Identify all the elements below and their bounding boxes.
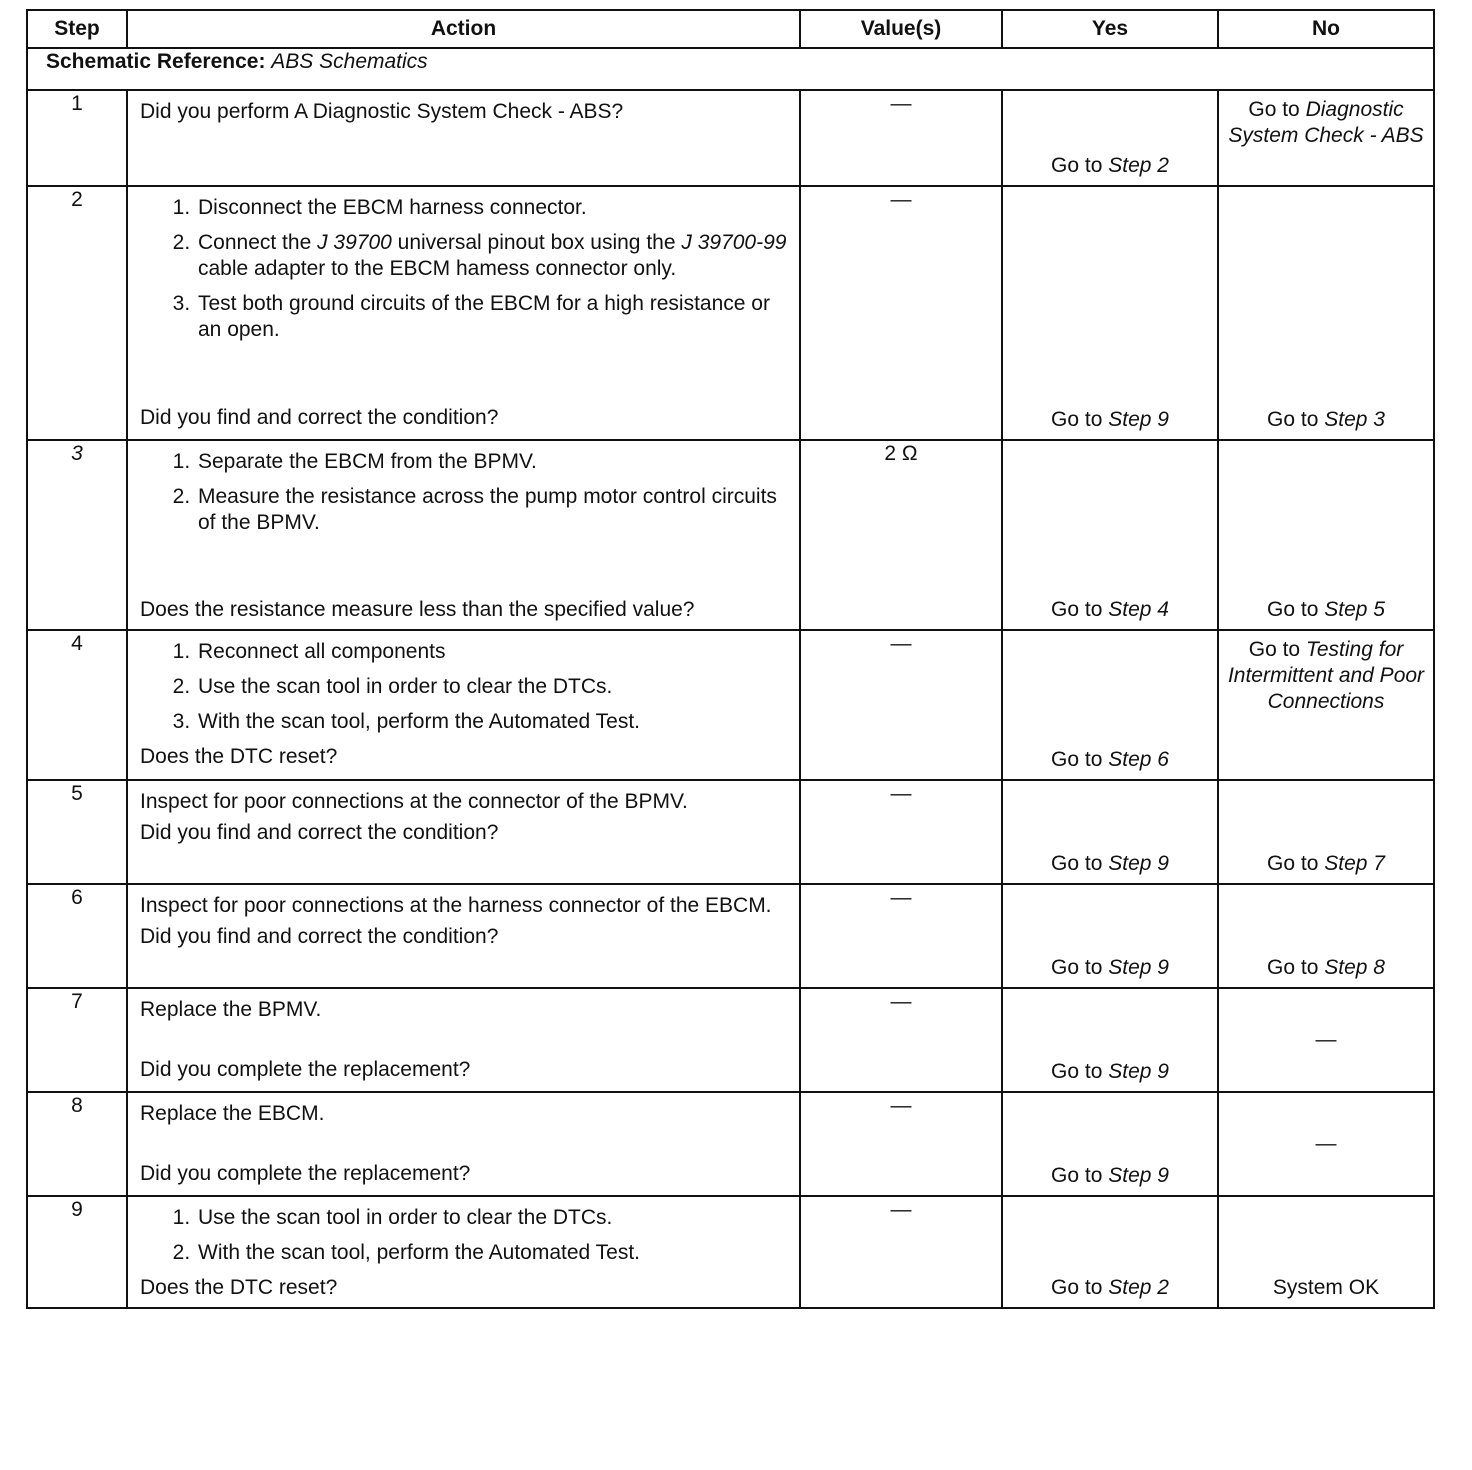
yes-cell xyxy=(1002,780,1218,884)
action-text: Inspect for poor connections at the harness connector of the EBCM. xyxy=(140,894,772,917)
header-row xyxy=(27,10,1434,48)
yes-link[interactable]: Step 6 xyxy=(1108,748,1169,771)
no-cell xyxy=(1218,440,1434,630)
table-row xyxy=(27,1092,1434,1196)
list-item: 2. Connect the J 39700 universal pinout box using the J 39700-99 cable adapter to the EBCM hamess connector only. xyxy=(196,230,789,282)
yes-link[interactable]: Step 2 xyxy=(1108,154,1169,177)
action-question: Did you complete the replacement? xyxy=(140,1058,471,1081)
action-question: Did you find and correct the condition? xyxy=(140,821,499,844)
list-item: 1. Use the scan tool in order to clear the DTCs. xyxy=(196,1205,789,1231)
yes-cell xyxy=(1002,440,1218,630)
no-cell xyxy=(1218,884,1434,988)
action-question: Did you complete the replacement? xyxy=(140,1162,471,1185)
action-cell xyxy=(127,1196,800,1308)
yes-prefix: Go to xyxy=(1051,748,1103,771)
no-cell: — xyxy=(1218,1092,1434,1196)
action-question: Did you find and correct the condition? xyxy=(140,406,499,429)
action-cell xyxy=(127,884,800,988)
yes-prefix: Go to xyxy=(1051,852,1103,875)
action-text: Replace the BPMV. xyxy=(140,998,322,1021)
value-cell: — xyxy=(800,884,1002,988)
list-item: 2. Measure the resistance across the pump motor control circuits of the BPMV. xyxy=(196,484,789,536)
yes-link[interactable]: Step 9 xyxy=(1108,956,1169,979)
table-row xyxy=(27,440,1434,630)
step-number: 5 xyxy=(27,780,127,884)
yes-link[interactable]: Step 9 xyxy=(1108,1164,1169,1187)
list-item: 1. Disconnect the EBCM harness connector. xyxy=(196,195,789,221)
schematic-row xyxy=(27,48,1434,90)
tool-link[interactable]: J 39700 xyxy=(317,231,392,254)
action-text: Inspect for poor connections at the connector of the BPMV. xyxy=(140,790,688,813)
no-cell xyxy=(1218,90,1434,186)
value-cell: — xyxy=(800,780,1002,884)
yes-prefix: Go to xyxy=(1051,1164,1103,1187)
schematic-link[interactable]: ABS Schematics xyxy=(271,50,428,73)
no-link[interactable]: Step 8 xyxy=(1324,956,1385,979)
action-cell xyxy=(127,780,800,884)
yes-cell xyxy=(1002,630,1218,780)
action-list xyxy=(140,449,789,545)
action-question: Does the resistance measure less than the specified value? xyxy=(140,598,695,621)
no-prefix: Go to xyxy=(1248,98,1300,121)
no-link[interactable]: Testing for Intermittent and Poor Connections xyxy=(1227,638,1425,713)
step-number: 4 xyxy=(27,630,127,780)
yes-prefix: Go to xyxy=(1051,1276,1103,1299)
yes-cell xyxy=(1002,1092,1218,1196)
yes-prefix: Go to xyxy=(1051,1060,1103,1083)
yes-cell xyxy=(1002,90,1218,186)
list-item: 1. Reconnect all components xyxy=(196,639,789,665)
value-cell: — xyxy=(800,90,1002,186)
yes-link[interactable]: Step 9 xyxy=(1108,1060,1169,1083)
yes-prefix: Go to xyxy=(1051,408,1103,431)
header-yes: Yes xyxy=(1002,10,1218,48)
list-item: 2. With the scan tool, perform the Automated Test. xyxy=(196,1240,789,1266)
table-row xyxy=(27,780,1434,884)
action-question: Does the DTC reset? xyxy=(140,745,338,768)
list-item: 3. With the scan tool, perform the Automated Test. xyxy=(196,709,789,735)
action-cell xyxy=(127,90,800,186)
yes-link[interactable]: Step 2 xyxy=(1108,1276,1169,1299)
yes-cell xyxy=(1002,884,1218,988)
list-item: 2. Use the scan tool in order to clear the DTCs. xyxy=(196,674,789,700)
action-list xyxy=(140,639,789,735)
yes-prefix: Go to xyxy=(1051,154,1103,177)
list-item: 3. Test both ground circuits of the EBCM for a high resistance or an open. xyxy=(196,291,789,343)
value-cell: — xyxy=(800,186,1002,440)
no-prefix: Go to xyxy=(1248,638,1301,661)
no-cell: System OK xyxy=(1218,1196,1434,1308)
no-link[interactable]: Step 5 xyxy=(1324,598,1385,621)
no-prefix: Go to xyxy=(1267,956,1319,979)
no-cell xyxy=(1218,780,1434,884)
yes-link[interactable]: Step 4 xyxy=(1108,598,1169,621)
no-prefix: Go to xyxy=(1267,408,1319,431)
schematic-label: Schematic Reference: xyxy=(46,50,266,73)
value-cell: 2 Ω xyxy=(800,440,1002,630)
value-cell: — xyxy=(800,630,1002,780)
no-prefix: Go to xyxy=(1267,598,1319,621)
yes-link[interactable]: Step 9 xyxy=(1108,852,1169,875)
no-cell: — xyxy=(1218,988,1434,1092)
header-values: Value(s) xyxy=(800,10,1002,48)
action-cell xyxy=(127,630,800,780)
yes-link[interactable]: Step 9 xyxy=(1108,408,1169,431)
yes-cell xyxy=(1002,988,1218,1092)
step-number: 2 xyxy=(27,186,127,440)
no-cell xyxy=(1218,186,1434,440)
action-list xyxy=(140,195,789,352)
schematic-reference xyxy=(27,48,1434,90)
diagnostic-table xyxy=(26,9,1435,1309)
action-list xyxy=(140,1205,789,1266)
header-step: Step xyxy=(27,10,127,48)
value-cell: — xyxy=(800,988,1002,1092)
no-link[interactable]: Step 7 xyxy=(1324,852,1385,875)
step-number: 1 xyxy=(27,90,127,186)
table-row xyxy=(27,988,1434,1092)
yes-cell xyxy=(1002,1196,1218,1308)
table-row xyxy=(27,90,1434,186)
step-number: 9 xyxy=(27,1196,127,1308)
table-row xyxy=(27,1196,1434,1308)
step-number: 3 xyxy=(27,440,127,630)
no-cell xyxy=(1218,630,1434,780)
header-no: No xyxy=(1218,10,1434,48)
action-cell xyxy=(127,988,800,1092)
list-item: 1. Separate the EBCM from the BPMV. xyxy=(196,449,789,475)
no-link[interactable]: Diagnostic System Check - ABS xyxy=(1228,98,1424,147)
yes-cell xyxy=(1002,186,1218,440)
step-number: 8 xyxy=(27,1092,127,1196)
action-text: Replace the EBCM. xyxy=(140,1102,325,1125)
header-action: Action xyxy=(127,10,800,48)
yes-prefix: Go to xyxy=(1051,956,1103,979)
table-row xyxy=(27,186,1434,440)
action-question: Did you perform A Diagnostic System Check - ABS? xyxy=(140,100,624,123)
action-cell xyxy=(127,440,800,630)
no-prefix: Go to xyxy=(1267,852,1319,875)
action-question: Did you find and correct the condition? xyxy=(140,925,499,948)
value-cell: — xyxy=(800,1092,1002,1196)
no-link[interactable]: Step 3 xyxy=(1324,408,1385,431)
value-cell: — xyxy=(800,1196,1002,1308)
table-row xyxy=(27,630,1434,780)
action-question: Does the DTC reset? xyxy=(140,1276,338,1299)
action-cell xyxy=(127,1092,800,1196)
action-cell xyxy=(127,186,800,440)
table-row xyxy=(27,884,1434,988)
yes-prefix: Go to xyxy=(1051,598,1103,621)
step-number: 6 xyxy=(27,884,127,988)
step-number: 7 xyxy=(27,988,127,1092)
tool-link[interactable]: J 39700-99 xyxy=(681,231,787,254)
